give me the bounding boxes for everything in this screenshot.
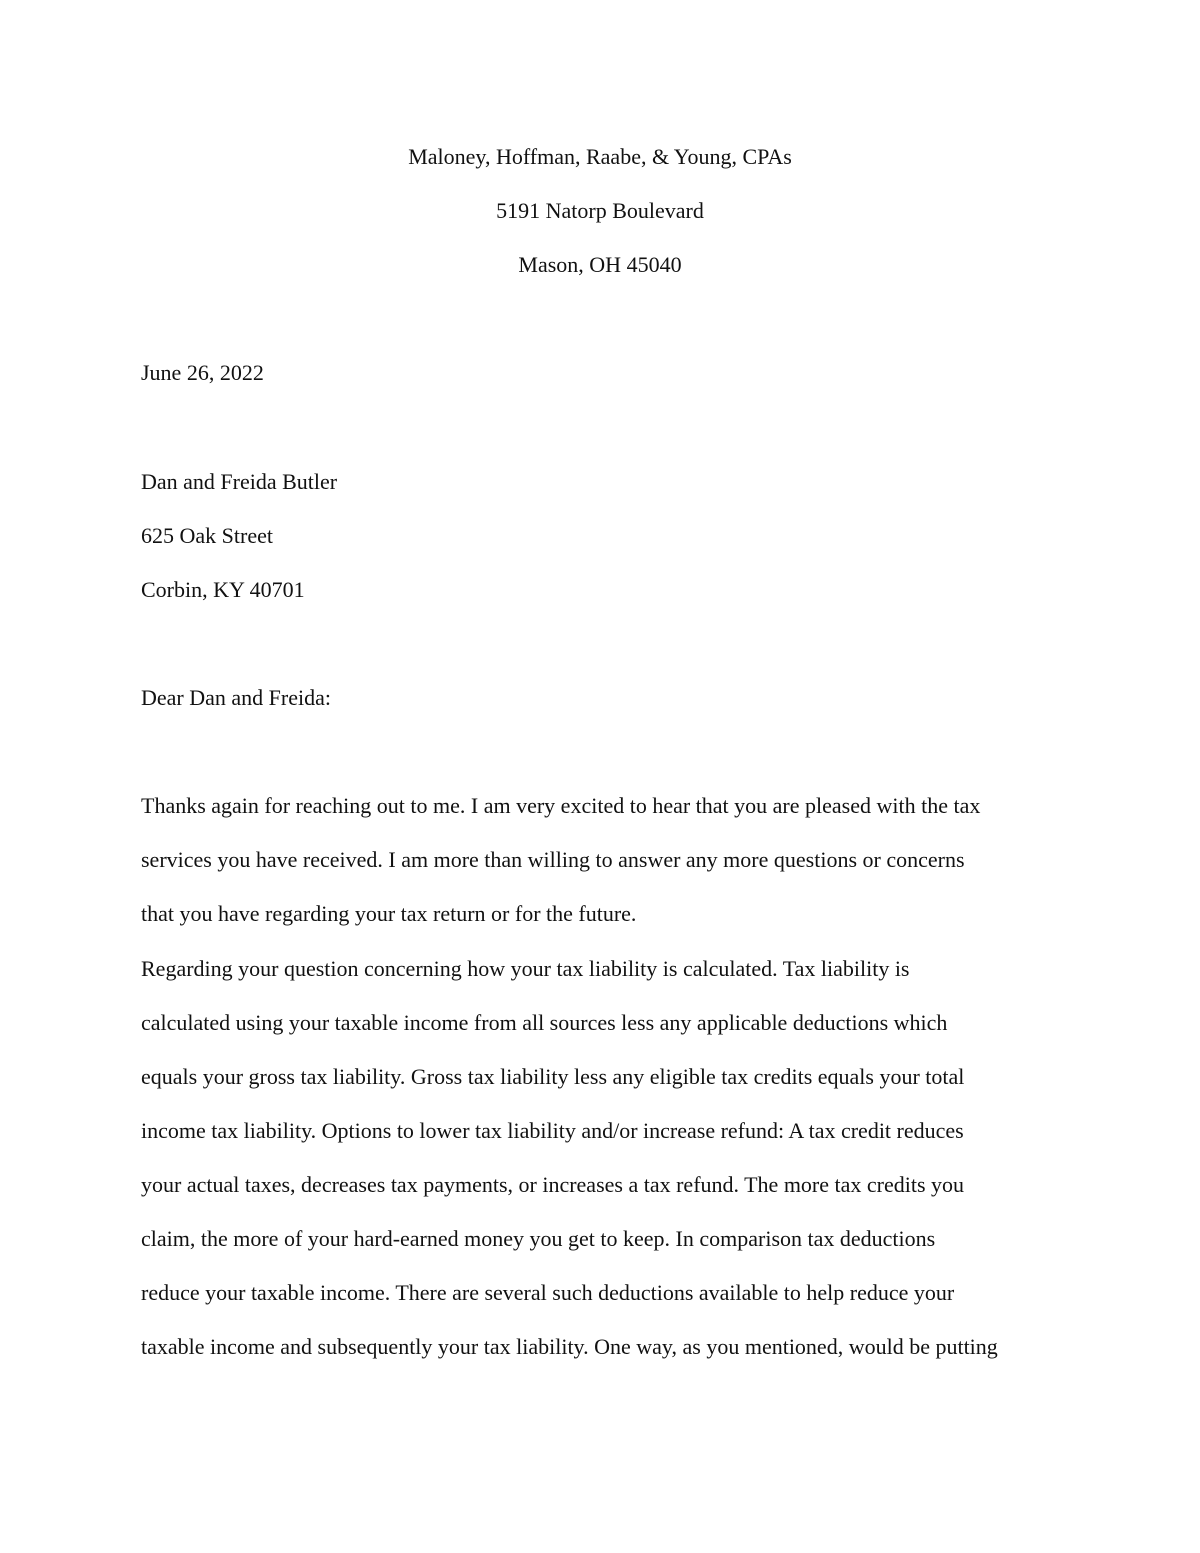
firm-name: Maloney, Hoffman, Raabe, & Young, CPAs [408, 144, 792, 169]
recipient-names: Dan and Freida Butler [141, 469, 338, 494]
body-line: your actual taxes, decreases tax payments, or increases a tax refund. The more tax credits you [141, 1172, 965, 1197]
firm-city-state-zip: Mason, OH 45040 [518, 252, 682, 277]
firm-street-address: 5191 Natorp Boulevard [496, 198, 704, 223]
body-line: equals your gross tax liability. Gross tax liability less any eligible tax credits equals your total [141, 1064, 965, 1089]
letter-date: June 26, 2022 [141, 360, 264, 385]
body-line: that you have regarding your tax return or for the future. [141, 901, 637, 926]
body-line: Thanks again for reaching out to me. I am very excited to hear that you are pleased with the tax [141, 793, 981, 818]
body-line: calculated using your taxable income from all sources less any applicable deductions which [141, 1010, 948, 1035]
body-line: services you have received. I am more than willing to answer any more questions or concerns [141, 847, 965, 872]
body-line: claim, the more of your hard-earned money you get to keep. In comparison tax deductions [141, 1226, 936, 1251]
body-line: taxable income and subsequently your tax liability. One way, as you mentioned, would be putting [141, 1334, 998, 1359]
recipient-city-state-zip: Corbin, KY 40701 [141, 577, 305, 602]
body-line: reduce your taxable income. There are several such deductions available to help reduce your [141, 1280, 955, 1305]
body-line: income tax liability. Options to lower tax liability and/or increase refund: A tax credit reduces [141, 1118, 964, 1143]
salutation: Dear Dan and Freida: [141, 685, 331, 710]
body-line: Regarding your question concerning how your tax liability is calculated. Tax liability is [141, 956, 910, 981]
recipient-street: 625 Oak Street [141, 523, 273, 548]
